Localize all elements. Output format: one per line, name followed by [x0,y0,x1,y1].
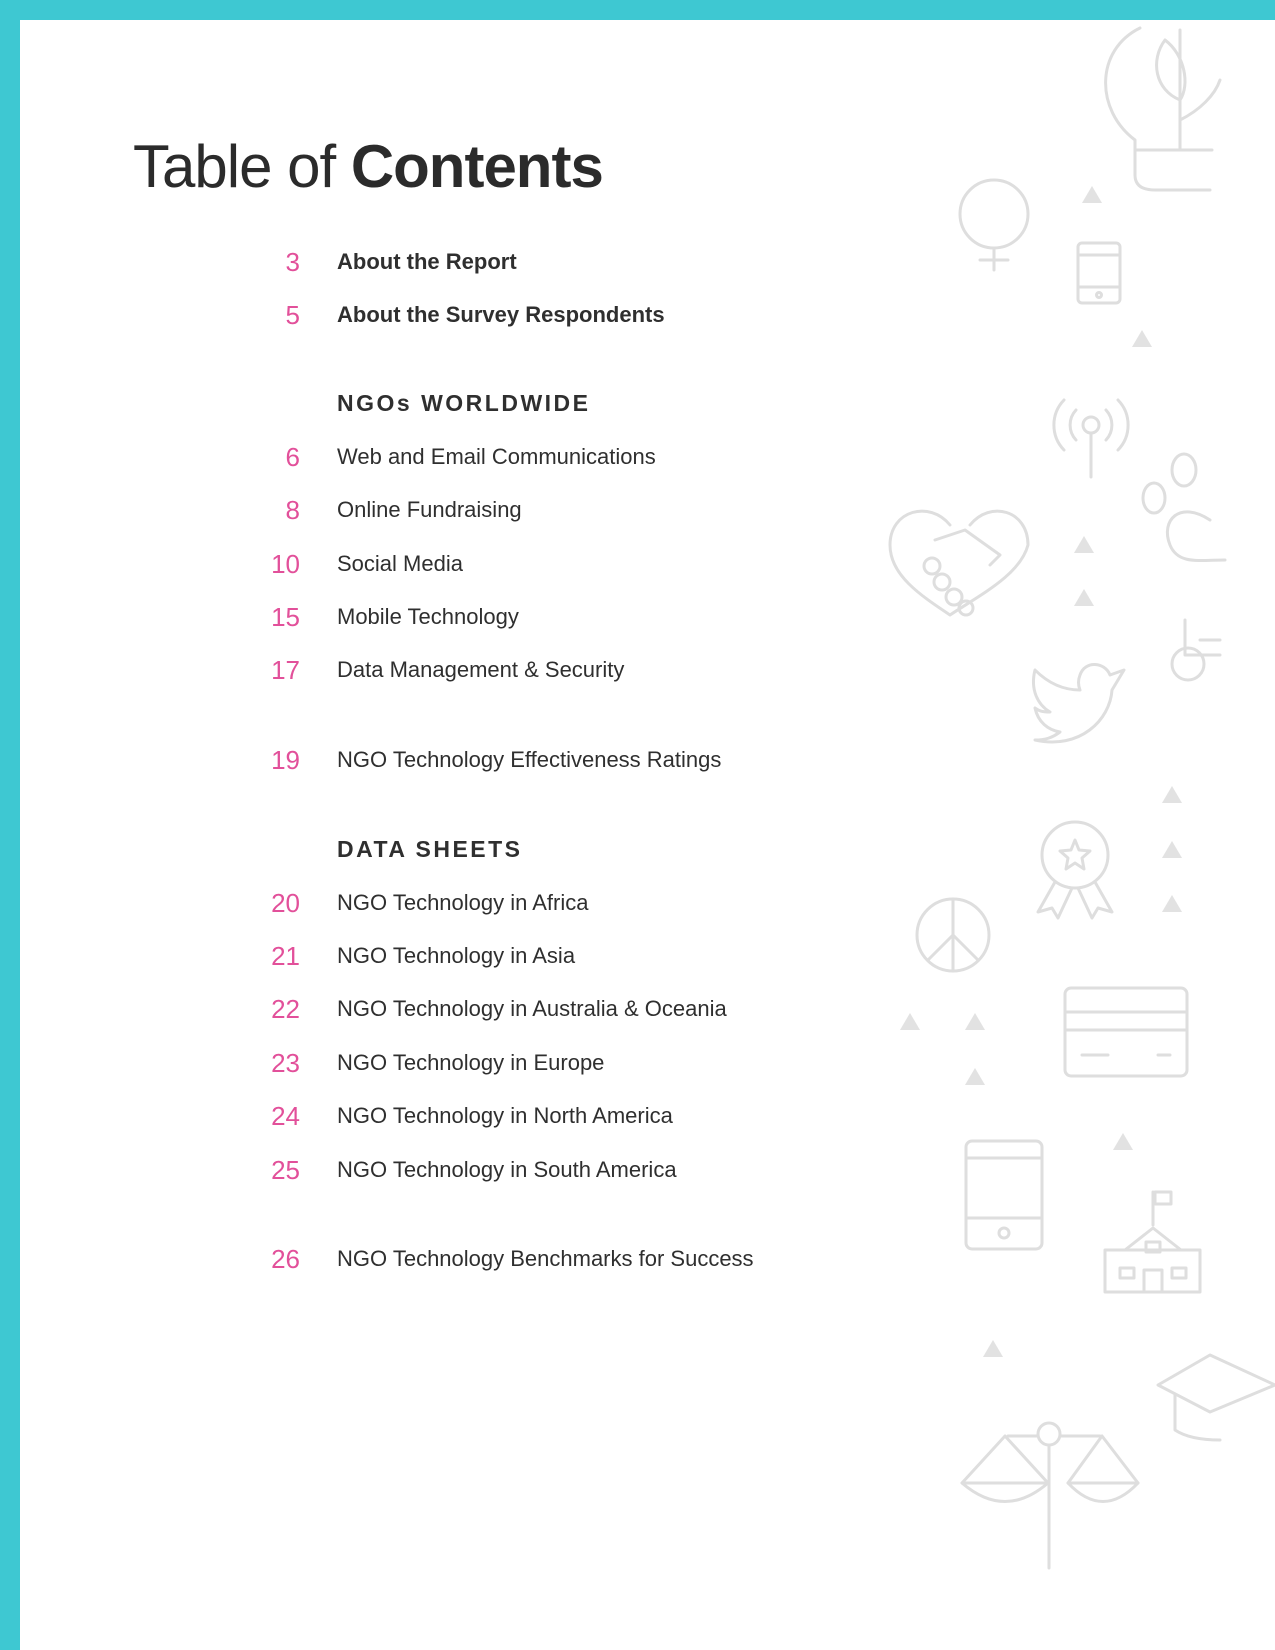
entry-label: NGO Technology in Asia [337,943,576,968]
page-number: 19 [271,745,300,775]
entry-label: About the Report [337,249,517,274]
toc-entry-about-respondents[interactable] [0,295,900,335]
toc-entry[interactable] [0,597,900,637]
page-number: 3 [285,247,300,277]
handshake-icon [890,511,1028,615]
entry-label: About the Survey Respondents [337,302,665,327]
justice-scales-icon [962,1423,1138,1568]
page-number: 20 [271,888,300,918]
decorative-icon-pattern [880,0,1275,1650]
triangle-icon [1082,186,1102,203]
toc-entry[interactable] [0,883,900,923]
page-number: 23 [271,1048,300,1078]
page-number: 8 [285,495,300,525]
triangle-icon [1113,1133,1133,1150]
entry-label: Mobile Technology [337,604,519,629]
triangle-icon [1162,786,1182,803]
page-number: 5 [285,300,300,330]
signal-tower-icon [1054,400,1128,477]
toc-entry[interactable] [0,1043,900,1083]
toc-entry[interactable] [0,437,900,477]
entry-label: Social Media [337,551,463,576]
title-bold: Contents [350,133,603,200]
entry-label: NGO Technology in South America [337,1157,677,1182]
toc-entry-benchmarks[interactable] [0,1239,900,1279]
toc-entry[interactable] [0,1096,900,1136]
triangle-icon [983,1340,1003,1357]
page-number: 22 [271,994,300,1024]
entry-label: NGO Technology Effectiveness Ratings [337,747,722,772]
page-title [133,132,603,202]
triangle-icon [965,1068,985,1085]
toc-entry[interactable] [0,490,900,530]
triangle-icon [1074,589,1094,606]
entry-label: NGO Technology in Australia & Oceania [337,996,727,1021]
entry-label: NGO Technology in Africa [337,890,589,915]
page-number: 17 [271,655,300,685]
title-light: Table of [133,133,336,200]
page-number: 25 [271,1155,300,1185]
triangle-icon [1132,330,1152,347]
credit-card-icon [1065,988,1187,1076]
entry-label: NGO Technology in Europe [337,1050,605,1075]
paw-print-icon [1143,454,1225,561]
female-symbol-icon [960,180,1028,270]
toc-entry[interactable] [0,1150,900,1190]
section-heading-ngos-worldwide: NGOs WORLDWIDE [337,390,591,416]
triangle-icon [1162,841,1182,858]
twitter-bird-icon [1033,664,1124,741]
entry-label: NGO Technology Benchmarks for Success [337,1246,754,1271]
entry-label: NGO Technology in North America [337,1103,673,1128]
entry-label: Data Management & Security [337,657,625,682]
toc-entry-about-report[interactable] [0,242,900,282]
triangle-icon [900,1013,920,1030]
section-heading-data-sheets: DATA SHEETS [337,836,523,862]
award-ribbon-icon [1038,822,1112,918]
lightbulb-plant-icon [1106,28,1220,190]
toc-entry[interactable] [0,936,900,976]
wheelchair-icon [1172,620,1220,680]
phone-icon [1078,243,1120,303]
page-number: 15 [271,602,300,632]
tablet-icon [966,1141,1042,1249]
toc-entry[interactable] [0,544,900,584]
entry-label: Web and Email Communications [337,444,656,469]
toc-entry-effectiveness-ratings[interactable] [0,740,900,780]
page-number: 21 [271,941,300,971]
triangle-icon [965,1013,985,1030]
toc-entry[interactable] [0,989,900,1029]
page-number: 6 [285,442,300,472]
triangle-icon [1074,536,1094,553]
toc-entry[interactable] [0,650,900,690]
page-number: 24 [271,1101,300,1131]
page-number: 10 [271,549,300,579]
page-number: 26 [271,1244,300,1274]
peace-sign-icon [917,899,989,971]
entry-label: Online Fundraising [337,497,522,522]
school-building-icon [1105,1192,1200,1292]
triangle-icon [1162,895,1182,912]
graduation-cap-icon [1158,1355,1275,1440]
